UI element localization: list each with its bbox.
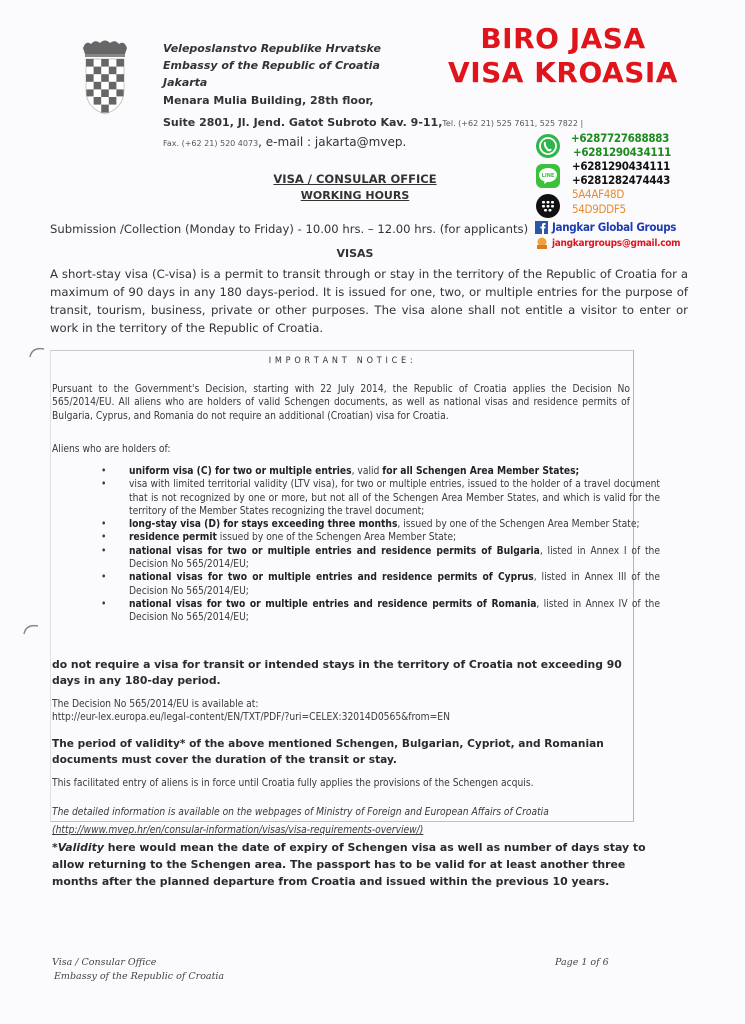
biro-jasa-banner: [428, 22, 698, 90]
letterhead-fax: Fax. (+62 21) 520 4073: [163, 139, 259, 148]
bbm-pin-2: 54D9DDF5: [572, 202, 626, 216]
important-notice-heading: I M P O R T A N T N O T I C E :: [268, 356, 414, 366]
holder-item-mid: , listed in Annex IV of the Decision No 565/2014/EU;: [129, 598, 660, 624]
footer-embassy: Embassy of the Republic of Croatia: [54, 971, 225, 982]
bullet-icon: •: [101, 598, 107, 610]
conclusion-text: do not require a visa for transit or intended stays in the territory of Croatia not exceeding 90 days in any 180-day period.: [52, 658, 622, 687]
detailed-info-text: The detailed information is available on the webpages of Ministry of Foreign and European Affairs of Croatia: [52, 807, 549, 818]
line-number-1: +6281290434111: [572, 159, 671, 173]
working-hours-title: WORKING HOURS: [300, 189, 410, 202]
bullet-icon: •: [101, 532, 107, 544]
validity-footnote: [52, 839, 672, 890]
bullet-icon: •: [101, 519, 107, 531]
holder-item-bold: national visas for two or multiple entries and residence permits of Bulgaria: [129, 545, 540, 557]
short-stay-visa-intro: A short-stay visa (C-visa) is a permit to transit through or stay in the territory of the Republic of Croatia for a maximum of 90 days in any 180 days-period. It is issued for one, two, or multiple entries for the purpose of transit, tourism, business, private or other purposes. The visa alone shall not entitle a visitor to enter or work in the territory of the Republic of Croatia.: [50, 267, 688, 335]
bullet-icon: •: [101, 572, 107, 584]
holder-list-item: [101, 465, 660, 478]
holder-item-mid: , listed in Annex I of the Decision No 565/2014/EU;: [129, 545, 660, 571]
mvep-url-link[interactable]: (http://www.mvep.hr/en/consular-information/visas/visa-requirements-overview/): [52, 825, 424, 836]
footnote-text: here would mean the date of expiry of Schengen visa as well as number of days stay to allow returning to the Schengen area. The passport has to be valid for at least another three months after the planned departure from Croatia and issued within the previous 10 years.: [52, 841, 646, 888]
holders-list: [101, 465, 660, 625]
facilitated-entry-text: This facilitated entry of aliens is in force until Croatia fully applies the provisions of the Schengen acquis.: [52, 778, 534, 789]
holder-item-bold: residence permit: [129, 532, 217, 544]
footnote-term: *Validity: [52, 841, 104, 854]
holder-item-mid: visa with limited territorial validity (LTV visa), for two or multiple entries, issued to the holder of a travel document that is not recognized by one or more, but not all of the Schengen Area Member States, and which is valid for the territory of the Member States recognizing the travel document;: [129, 479, 660, 517]
blackberry-icon: [535, 193, 561, 219]
holder-list-item: [101, 571, 660, 598]
bullet-icon: •: [101, 479, 107, 491]
holder-item-bold2: for all Schengen Area Member States;: [382, 466, 580, 477]
holders-intro: Aliens who are holders of:: [52, 444, 171, 455]
letterhead-address-1: Menara Mulia Building, 28th floor,: [163, 94, 374, 107]
validity-text: The period of validity* of the above mentioned Schengen, Bulgarian, Cypriot, and Romanian documents must cover the duration of the transit or stay.: [52, 738, 604, 766]
working-hours-text: Submission /Collection (Monday to Friday) - 10.00 hrs. – 12.00 hrs. (for applicants): [50, 222, 529, 236]
holder-list-item: [101, 598, 660, 625]
bbm-pin-1: 5A4AF48D: [572, 187, 624, 201]
whatsapp-number-2: +6281290434111: [573, 145, 672, 159]
notice-paragraph: Pursuant to the Government's Decision, starting with 22 July 2014, the Republic of Croatia applies the Decision No 565/2014/EU. All aliens who are holders of valid Schengen documents, as well as national visas and residence permits of Bulgaria, Cyprus, and Romania do not require an additional (Croatian) visa for Croatia.: [52, 384, 630, 422]
holder-item-mid: , listed in Annex III of the Decision No 565/2014/EU;: [129, 572, 660, 597]
holder-item-bold: long-stay visa (D) for stays exceeding three months: [129, 519, 398, 531]
holder-item-bold: uniform visa (C) for two or multiple entries: [129, 466, 352, 477]
decision-available-text: The Decision No 565/2014/EU is available at:: [52, 699, 259, 710]
holder-list-item: [101, 518, 660, 531]
letterhead-line-2: Embassy of the Republic of Croatia: [163, 59, 380, 72]
visas-heading: VISAS: [336, 247, 374, 260]
whatsapp-icon: [535, 133, 561, 159]
holder-item-bold: national visas for two or multiple entries and residence permits of Romania: [129, 598, 537, 610]
svg-text:LINE: LINE: [541, 173, 555, 179]
holder-list-item: [101, 545, 660, 572]
contact-email: jangkargroups@gmail.com: [552, 238, 681, 249]
letterhead-line-1: Veleposlanstvo Republike Hrvatske: [163, 42, 381, 55]
holder-item-mid: issued by one of the Schengen Area Member State;: [216, 532, 457, 544]
letterhead-email: , e-mail : jakarta@mvep.: [258, 135, 407, 149]
holder-list-item: [101, 531, 660, 544]
page-number: Page 1 of 6: [555, 957, 609, 968]
scan-hole-mark-icon: [22, 622, 40, 636]
facebook-icon: [535, 221, 548, 234]
line-icon: [535, 163, 561, 189]
holder-item-mid: , issued by one of the Schengen Area Member State;: [397, 519, 640, 531]
holder-item-mid: , valid: [351, 466, 383, 477]
banner-line-1: BIRO JASA: [480, 22, 646, 55]
letterhead-tel: Tel. (+62 21) 525 7611, 525 7822 |: [442, 119, 584, 128]
footer-office: Visa / Consular Office: [52, 957, 157, 968]
croatia-coat-of-arms-icon: [80, 38, 130, 118]
facebook-page: Jangkar Global Groups: [552, 220, 677, 234]
holder-list-item: [101, 478, 660, 518]
office-title: VISA / CONSULAR OFFICE: [273, 172, 437, 186]
letterhead-line-3: Jakarta: [163, 76, 208, 89]
line-number-2: +6281282474443: [572, 173, 671, 187]
scan-hole-mark-icon: [28, 345, 46, 359]
holder-item-bold: national visas for two or multiple entries and residence permits of Cyprus: [129, 572, 534, 584]
decision-url-link[interactable]: http://eur-lex.europa.eu/legal-content/EN/TXT/PDF/?uri=CELEX:32014D0565&from=EN: [52, 712, 450, 723]
contact-block: [533, 130, 713, 255]
bullet-icon: •: [101, 466, 107, 477]
letterhead-address-2: Suite 2801, Jl. Jend. Gatot Subroto Kav. 9-11,: [163, 116, 443, 129]
email-icon: [536, 237, 548, 249]
bullet-icon: •: [101, 545, 107, 557]
whatsapp-number-1: +6287727688883: [571, 131, 670, 145]
banner-line-2: VISA KROASIA: [448, 56, 678, 89]
